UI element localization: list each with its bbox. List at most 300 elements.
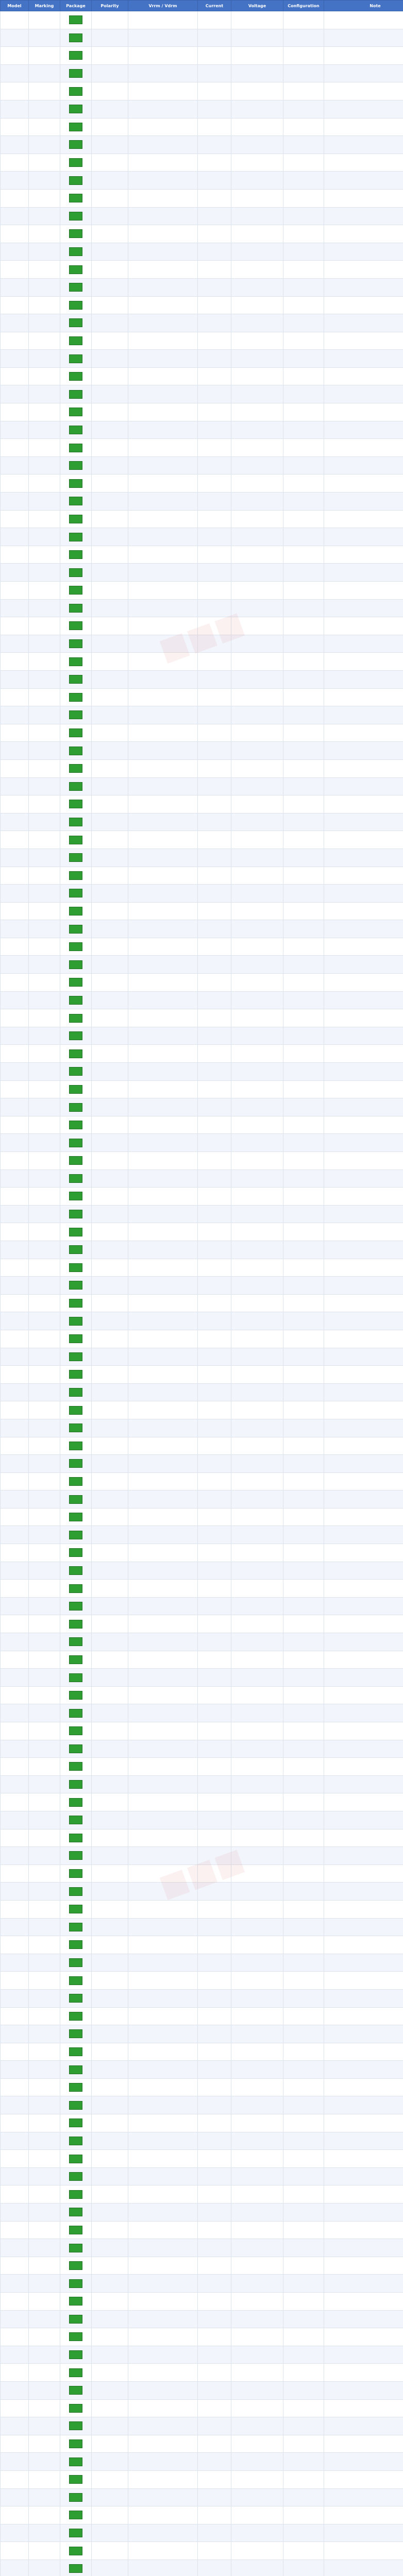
table-cell [198,421,231,439]
table-cell [324,1526,403,1544]
table-cell [60,938,92,956]
table-cell [1,2096,29,2114]
table-row[interactable] [1,1009,403,1027]
table-cell [92,2293,128,2311]
package-image [69,2190,82,2199]
table-cell [128,385,198,403]
table-row[interactable] [1,2364,403,2382]
package-image [69,1976,82,1985]
table-cell [231,617,283,635]
table-cell [92,225,128,243]
table-row[interactable] [1,991,403,1009]
table-row[interactable] [1,367,403,385]
table-cell [324,1205,403,1223]
table-row[interactable] [1,2204,403,2222]
table-row[interactable] [1,118,403,136]
table-row[interactable] [1,1223,403,1241]
table-row[interactable] [1,2167,403,2185]
table-row[interactable] [1,1401,403,1419]
table-cell [324,670,403,688]
table-cell [283,1954,324,1972]
table-cell [283,2257,324,2275]
package-image [69,2029,82,2038]
table-row[interactable] [1,136,403,154]
table-row[interactable] [1,2078,403,2096]
table-cell [128,759,198,777]
table-cell [198,243,231,261]
package-image [69,710,82,719]
table-cell [60,902,92,920]
table-row[interactable] [1,1865,403,1883]
table-row[interactable] [1,1686,403,1704]
table-row[interactable] [1,1455,403,1473]
package-image [69,1228,82,1236]
table-row[interactable] [1,1597,403,1615]
table-cell [283,2346,324,2364]
table-cell [283,1740,324,1758]
table-cell [231,2524,283,2542]
package-image [69,497,82,505]
table-cell [92,385,128,403]
table-cell [283,1241,324,1259]
table-row[interactable] [1,742,403,760]
table-row[interactable] [1,314,403,332]
package-image [69,461,82,470]
table-cell [231,599,283,617]
table-row[interactable] [1,2381,403,2399]
table-cell [198,1793,231,1811]
table-row[interactable] [1,1722,403,1740]
table-cell [198,1883,231,1901]
table-row[interactable] [1,2114,403,2132]
table-row[interactable] [1,688,403,706]
table-cell [92,278,128,296]
table-cell [324,1544,403,1562]
table-cell [283,795,324,814]
table-row[interactable] [1,2150,403,2168]
table-row[interactable] [1,1134,403,1152]
table-row[interactable] [1,2221,403,2239]
table-row[interactable] [1,2470,403,2488]
table-row[interactable] [1,1098,403,1116]
table-cell [92,1312,128,1330]
table-row[interactable] [1,2435,403,2453]
table-cell [128,100,198,118]
table-cell [1,724,29,742]
table-cell [128,2257,198,2275]
table-row[interactable] [1,2506,403,2524]
table-cell [1,2542,29,2560]
table-cell [324,2346,403,2364]
table-row[interactable] [1,1294,403,1312]
table-cell [324,1277,403,1295]
table-cell [128,831,198,849]
table-row[interactable] [1,885,403,903]
table-row[interactable] [1,2488,403,2506]
table-cell [198,493,231,511]
table-row[interactable] [1,831,403,849]
table-cell [231,100,283,118]
table-row[interactable] [1,670,403,688]
table-row[interactable] [1,956,403,974]
table-row[interactable] [1,1651,403,1669]
table-row[interactable] [1,474,403,493]
table-row[interactable] [1,385,403,403]
table-row[interactable] [1,2542,403,2560]
table-cell [128,1098,198,1116]
table-row[interactable] [1,1544,403,1562]
table-row[interactable] [1,1936,403,1954]
table-cell [60,2078,92,2096]
table-row[interactable] [1,1383,403,1401]
table-cell [198,1865,231,1883]
table-cell [231,1223,283,1241]
table-row[interactable] [1,1419,403,1437]
table-cell [1,350,29,368]
table-cell [198,2150,231,2168]
table-cell [92,1259,128,1277]
table-row[interactable] [1,759,403,777]
table-cell [60,974,92,992]
table-row[interactable] [1,154,403,172]
table-row[interactable] [1,64,403,82]
table-row[interactable] [1,2025,403,2043]
table-row[interactable] [1,795,403,814]
table-row[interactable] [1,1633,403,1651]
column-header[interactable]: Current [198,1,231,11]
table-cell [92,1704,128,1722]
table-row[interactable] [1,82,403,100]
table-row[interactable] [1,2560,403,2576]
column-header[interactable]: Model [1,1,29,11]
table-row[interactable] [1,1972,403,1990]
table-row[interactable] [1,1366,403,1384]
column-header[interactable]: Marking [29,1,60,11]
table-row[interactable] [1,1080,403,1098]
table-row[interactable] [1,11,403,29]
table-cell [29,367,60,385]
table-cell [1,813,29,831]
table-row[interactable] [1,1259,403,1277]
table-cell [231,1954,283,1972]
package-image [69,2119,82,2127]
table-cell [60,885,92,903]
table-cell [324,2293,403,2311]
table-row[interactable] [1,2096,403,2114]
table-cell [92,2435,128,2453]
table-row[interactable] [1,172,403,190]
table-row[interactable] [1,1883,403,1901]
table-cell [29,1045,60,1063]
table-cell [92,47,128,65]
table-row[interactable] [1,493,403,511]
table-row[interactable] [1,1954,403,1972]
table-row[interactable] [1,225,403,243]
table-cell [128,1793,198,1811]
package-image [69,247,82,256]
table-row[interactable] [1,1775,403,1793]
table-cell [283,2293,324,2311]
table-cell [1,1080,29,1098]
table-cell [1,2328,29,2346]
table-row[interactable] [1,1312,403,1330]
table-cell [198,1972,231,1990]
table-row[interactable] [1,1188,403,1206]
table-cell [231,474,283,493]
table-cell [128,1383,198,1401]
table-cell [198,991,231,1009]
table-cell [324,385,403,403]
table-cell [198,1775,231,1793]
table-cell [1,225,29,243]
table-row[interactable] [1,296,403,314]
table-row[interactable] [1,2293,403,2311]
table-row[interactable] [1,653,403,671]
table-cell [60,136,92,154]
table-row[interactable] [1,1526,403,1544]
table-row[interactable] [1,1669,403,1687]
table-cell [198,2506,231,2524]
table-row[interactable] [1,2007,403,2025]
table-cell [60,777,92,795]
table-cell [29,1989,60,2007]
table-row[interactable] [1,1063,403,1081]
table-row[interactable] [1,2185,403,2204]
table-cell [128,2007,198,2025]
column-header[interactable]: Package [60,1,92,11]
table-row[interactable] [1,1027,403,1045]
table-cell [324,635,403,653]
table-cell [60,1686,92,1704]
table-cell [324,1312,403,1330]
table-row[interactable] [1,2310,403,2328]
table-cell [29,439,60,457]
table-cell [60,582,92,600]
table-cell [29,1615,60,1633]
table-cell [60,956,92,974]
package-image [69,800,82,808]
column-header[interactable]: Note [324,1,403,11]
table-row[interactable] [1,564,403,582]
table-cell [283,2221,324,2239]
table-cell [128,1526,198,1544]
table-row[interactable] [1,2346,403,2364]
table-row[interactable] [1,2239,403,2257]
table-row[interactable] [1,1847,403,1865]
table-row[interactable] [1,261,403,279]
table-cell [92,688,128,706]
table-cell [324,64,403,82]
table-row[interactable] [1,332,403,350]
table-row[interactable] [1,1615,403,1633]
table-row[interactable] [1,2453,403,2471]
table-row[interactable] [1,1580,403,1598]
table-cell [60,2435,92,2453]
table-cell [29,332,60,350]
table-cell [1,64,29,82]
table-row[interactable] [1,546,403,564]
table-cell [198,1330,231,1348]
table-row[interactable] [1,1989,403,2007]
table-row[interactable] [1,1704,403,1722]
table-row[interactable] [1,403,403,421]
table-cell [92,1936,128,1954]
table-cell [92,64,128,82]
table-cell [231,11,283,29]
table-row[interactable] [1,2043,403,2061]
table-row[interactable] [1,867,403,885]
table-cell [231,510,283,528]
table-cell [1,29,29,47]
table-row[interactable] [1,2132,403,2150]
table-row[interactable] [1,1900,403,1918]
table-row[interactable] [1,2257,403,2275]
table-row[interactable] [1,849,403,867]
table-row[interactable] [1,1152,403,1170]
table-cell [324,974,403,992]
package-image [69,426,82,434]
table-row[interactable] [1,1116,403,1134]
table-cell [198,1080,231,1098]
table-row[interactable] [1,1562,403,1580]
table-row[interactable] [1,278,403,296]
table-cell [283,1437,324,1455]
table-row[interactable] [1,1437,403,1455]
table-cell [283,261,324,279]
table-row[interactable] [1,510,403,528]
table-row[interactable] [1,1793,403,1811]
table-row[interactable] [1,1205,403,1223]
table-cell [1,2167,29,2185]
column-header[interactable]: Configuration [283,1,324,11]
table-row[interactable] [1,1740,403,1758]
table-row[interactable] [1,1829,403,1847]
table-cell [29,189,60,207]
table-row[interactable] [1,421,403,439]
table-row[interactable] [1,1472,403,1490]
table-row[interactable] [1,1758,403,1776]
table-cell [1,474,29,493]
table-row[interactable] [1,1918,403,1936]
table-row[interactable] [1,1508,403,1526]
table-row[interactable] [1,582,403,600]
package-image [69,1887,82,1896]
table-cell [231,172,283,190]
table-row[interactable] [1,2524,403,2542]
table-row[interactable] [1,938,403,956]
table-cell [283,1704,324,1722]
column-header[interactable]: Voltage [231,1,283,11]
table-row[interactable] [1,2328,403,2346]
table-cell [60,11,92,29]
table-row[interactable] [1,777,403,795]
table-row[interactable] [1,350,403,368]
table-cell [29,2346,60,2364]
table-row[interactable] [1,724,403,742]
table-row[interactable] [1,813,403,831]
table-cell [29,582,60,600]
table-cell [231,1009,283,1027]
table-row[interactable] [1,2061,403,2079]
table-row[interactable] [1,902,403,920]
table-row[interactable] [1,2417,403,2435]
table-cell [324,367,403,385]
table-cell [92,1348,128,1366]
table-cell [231,2239,283,2257]
table-cell [198,795,231,814]
table-cell [92,653,128,671]
table-cell [1,154,29,172]
package-image [69,1709,82,1718]
table-row[interactable] [1,1277,403,1295]
table-row[interactable] [1,1170,403,1188]
column-header[interactable]: Polarity [92,1,128,11]
package-image [69,1388,82,1397]
table-cell [29,1758,60,1776]
table-cell [324,2096,403,2114]
table-cell [128,1580,198,1598]
table-cell [92,1633,128,1651]
table-row[interactable] [1,920,403,938]
table-cell [324,1366,403,1384]
table-row[interactable] [1,1348,403,1366]
table-row[interactable] [1,635,403,653]
table-row[interactable] [1,100,403,118]
table-cell [324,2417,403,2435]
table-cell [198,920,231,938]
table-row[interactable] [1,528,403,546]
table-cell [92,2399,128,2417]
table-cell [231,2346,283,2364]
table-row[interactable] [1,2275,403,2293]
table-row[interactable] [1,189,403,207]
table-cell [60,1277,92,1295]
table-cell [324,1348,403,1366]
table-row[interactable] [1,1045,403,1063]
table-row[interactable] [1,456,403,474]
table-cell [92,82,128,100]
table-cell [283,82,324,100]
table-cell [128,314,198,332]
column-header[interactable]: Vrrm / Vdrm [128,1,198,11]
table-cell [324,867,403,885]
table-cell [324,2167,403,2185]
table-row[interactable] [1,599,403,617]
table-cell [198,2364,231,2382]
table-cell [128,1597,198,1615]
table-row[interactable] [1,439,403,457]
table-row[interactable] [1,207,403,225]
table-row[interactable] [1,47,403,65]
table-row[interactable] [1,1241,403,1259]
table-row[interactable] [1,1330,403,1348]
table-row[interactable] [1,29,403,47]
table-row[interactable] [1,974,403,992]
table-cell [283,670,324,688]
table-cell [283,902,324,920]
table-row[interactable] [1,2399,403,2417]
table-row[interactable] [1,706,403,724]
table-cell [60,831,92,849]
table-row[interactable] [1,1490,403,1509]
package-image [69,1548,82,1557]
table-row[interactable] [1,243,403,261]
table-cell [198,2078,231,2096]
table-cell [283,2381,324,2399]
table-cell [60,2364,92,2382]
table-row[interactable] [1,1811,403,1829]
table-row[interactable] [1,617,403,635]
